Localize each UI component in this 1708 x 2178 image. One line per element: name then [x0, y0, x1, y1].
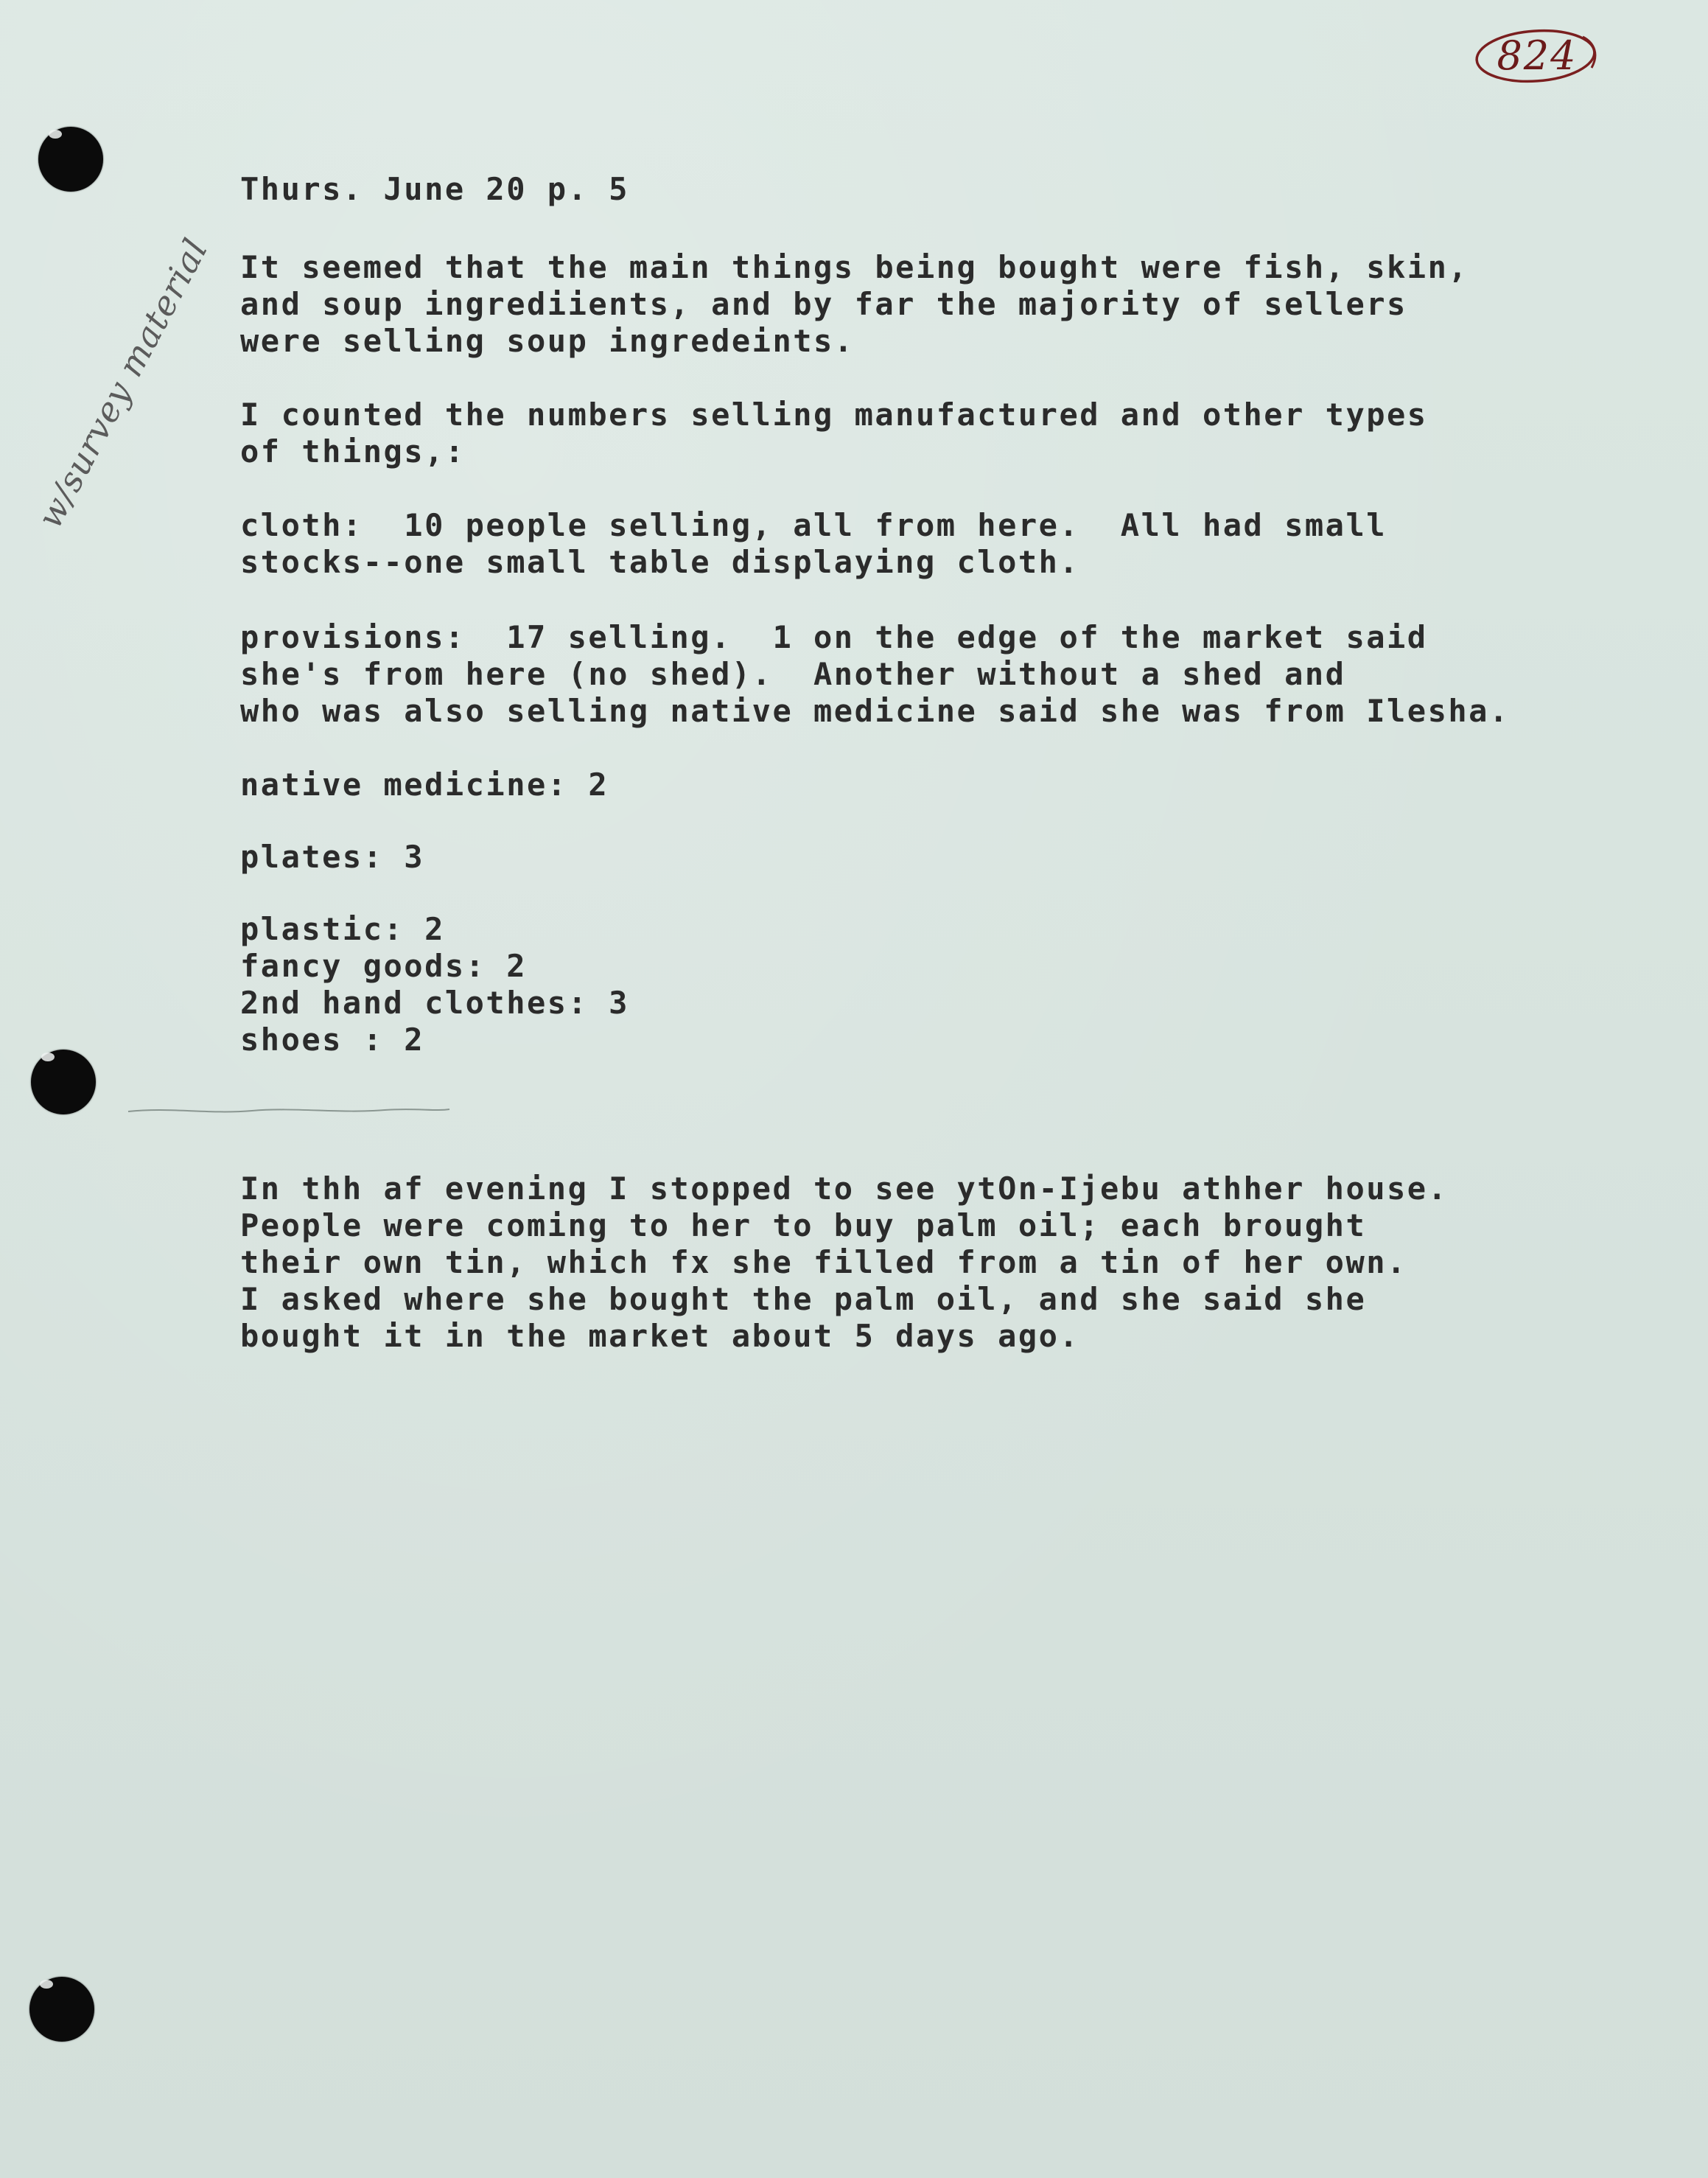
text-line: who was also selling native medicine said she was from Ilesha. — [240, 693, 1510, 729]
text-line: stocks--one small table displaying cloth. — [240, 544, 1080, 580]
text-line: I counted the numbers selling manufactured and other types — [240, 397, 1428, 433]
text-line: of things,: — [240, 433, 466, 470]
text-line: were selling soup ingredeints. — [240, 323, 855, 359]
page-number: 824 — [1497, 32, 1578, 79]
list-item: fancy goods: 2 — [240, 948, 528, 984]
text-line: she's from here (no shed). Another without a shed and — [240, 656, 1346, 692]
text-line: bought it in the market about 5 days ago. — [240, 1318, 1080, 1354]
text-line: It seemed that the main things being bought were fish, skin, — [240, 249, 1469, 285]
text-line: provisions: 17 selling. 1 on the edge of the market said — [240, 619, 1428, 655]
date-heading: Thurs. June 20 p. 5 — [240, 171, 629, 207]
list-item: plates: 3 — [240, 839, 425, 875]
text-line: and soup ingrediients, and by far the majority of sellers — [240, 286, 1407, 322]
list-item: shoes : 2 — [240, 1022, 425, 1058]
list-item: plastic: 2 — [240, 911, 445, 947]
text-line: I asked where she bought the palm oil, and she said she — [240, 1281, 1367, 1317]
handwritten-margin-note: w/survey material — [29, 231, 216, 535]
text-line: In thh af evening I stopped to see ytOn-Ijebu athher house. — [240, 1170, 1449, 1207]
list-item: native medicine: 2 — [240, 767, 609, 803]
list-item: 2nd hand clothes: 3 — [240, 985, 629, 1021]
text-line: People were coming to her to buy palm oil; each brought — [240, 1207, 1367, 1243]
text-line: their own tin, which fx she filled from a tin of her own. — [240, 1244, 1407, 1280]
text-line: cloth: 10 people selling, all from here. All had small — [240, 507, 1387, 543]
